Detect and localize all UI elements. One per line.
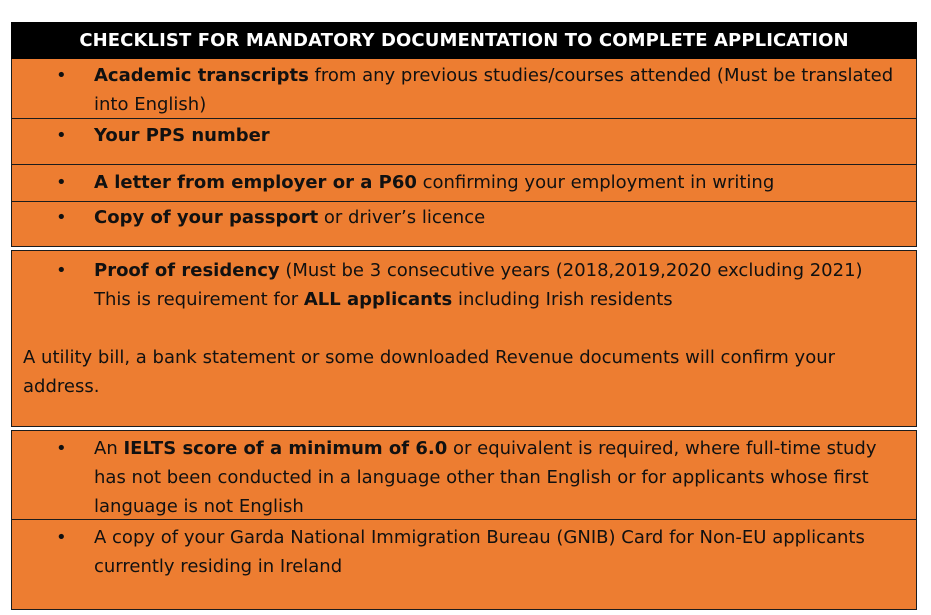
row-passport [11, 202, 917, 247]
bullet: • [56, 207, 67, 228]
bullet: • [56, 260, 67, 281]
row-proof-of-residency [11, 250, 917, 427]
bullet: • [56, 172, 67, 193]
row-text: A letter from employer or a P60 confirming your employment in writing [94, 172, 775, 193]
checklist-table [11, 22, 917, 610]
row-text: Your PPS number [94, 125, 270, 146]
table-title: CHECKLIST FOR MANDATORY DOCUMENTATION TO COMPLETE APPLICATION [79, 30, 849, 51]
bullet: • [56, 438, 67, 459]
bullet: • [56, 125, 67, 146]
row-text: Copy of your passport or driver’s licence [94, 207, 486, 228]
residency-note: A utility bill, a bank statement or some downloaded Revenue documents will confirm your address. [23, 347, 836, 397]
row-text: A copy of your Garda National Immigration Bureau (GNIB) Card for Non-EU applicants currently residing in Ireland [94, 527, 865, 577]
table-header [11, 22, 917, 59]
row-text: An IELTS score of a minimum of 6.0 or equivalent is required, where full-time study has not been conducted in a language other than English or for applicants whose first language is not English [94, 438, 877, 517]
row-employer-letter [11, 165, 917, 202]
row-gnib-card [11, 520, 917, 610]
row-academic-transcripts [11, 59, 917, 119]
bullet: • [56, 65, 67, 86]
bullet: • [56, 527, 67, 548]
row-text: Proof of residency (Must be 3 consecutive years (2018,2019,2020 excluding 2021) This is requirement for ALL applicants including Irish residents [94, 260, 863, 310]
row-pps-number [11, 119, 917, 165]
row-text: Academic transcripts from any previous studies/courses attended (Must be translated into English) [94, 65, 894, 115]
row-ielts-score [11, 430, 917, 520]
